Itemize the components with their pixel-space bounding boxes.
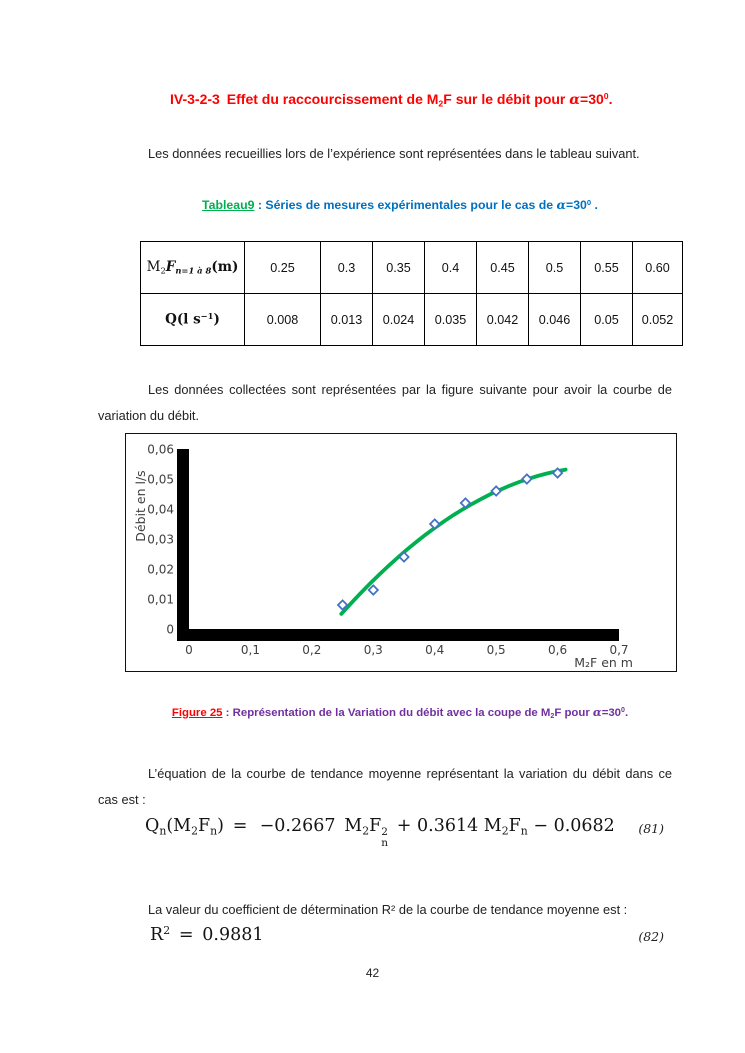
measurements-table <box>140 241 683 346</box>
table-row-m2f <box>141 242 683 294</box>
header-text: (m) <box>211 259 239 276</box>
eq-subscript: 2 <box>191 824 198 838</box>
x-axis-title: M₂F en m <box>574 655 633 670</box>
y-tick-label: 0,03 <box>147 532 174 547</box>
row-header-debit <box>141 294 245 346</box>
figure-caption-superscript: 0 <box>621 707 625 715</box>
y-tick-label: 0,01 <box>147 592 174 607</box>
x-tick-label: 0,2 <box>302 643 322 657</box>
page-number: 42 <box>365 966 380 980</box>
eq-subscript: 2 <box>501 824 509 838</box>
alpha-symbol: α <box>592 705 602 719</box>
table-cell: 0.008 <box>245 294 321 346</box>
alpha-symbol: α <box>556 197 567 212</box>
x-tick-label: 0,4 <box>425 643 445 657</box>
header-text: Q(l s <box>165 311 201 328</box>
figure-caption-text: F pour <box>554 707 593 719</box>
table-cell: 0.052 <box>633 294 683 346</box>
table-caption-text: =30 <box>566 198 587 212</box>
x-tick-label: 0,1 <box>240 643 260 657</box>
figure-chart <box>125 433 677 672</box>
table-caption-text: : Séries de mesures expérimentales pour le cas de <box>254 198 557 212</box>
table-caption-text: . <box>591 198 598 212</box>
eq-subscript: n <box>381 837 389 850</box>
table-cell: 0.013 <box>321 294 373 346</box>
eq-text: + 0.3614 M <box>388 816 502 836</box>
x-tick-label: 0 <box>185 643 193 657</box>
equation-82-body <box>98 925 264 945</box>
paragraph-intro-figure: Les données collectées sont représentées par la figure suivante pour avoir la courbe de variation du débit. <box>98 381 672 424</box>
table-caption <box>110 197 690 212</box>
header-superscript: −1 <box>200 311 214 322</box>
eq-subscript: 2 <box>362 824 370 838</box>
table-caption-label: Tableau9 <box>202 198 255 212</box>
eq-text: ) = −0.2667 M <box>217 816 363 836</box>
y-axis-bar <box>177 449 189 641</box>
equation-81-body <box>98 816 615 850</box>
chart-svg <box>126 434 676 671</box>
equation-82 <box>98 924 680 945</box>
eq-text: F <box>369 816 382 836</box>
y-tick-label: 0,06 <box>147 442 174 457</box>
x-tick-label: 0,7 <box>609 643 629 657</box>
eq-subscript: n <box>210 824 218 838</box>
paragraph-r2-intro: La valeur du coefficient de détermination R² de la courbe de tendance moyenne est : <box>148 901 628 917</box>
equation-number-81: (81) <box>638 821 664 836</box>
table-cell: 0.25 <box>245 242 321 294</box>
eq-text: F <box>198 816 211 836</box>
heading-text: IV-3-2-3 Effet du raccourcissement de M <box>170 90 439 107</box>
x-tick-label: 0,5 <box>486 643 506 657</box>
y-tick-label: 0 <box>166 622 174 637</box>
table-cell: 0.3 <box>321 242 373 294</box>
equation-81 <box>98 816 680 849</box>
y-tick-label: 0,05 <box>147 472 174 487</box>
table-cell: 0.05 <box>581 294 633 346</box>
eq-subscript: n <box>520 824 528 838</box>
x-tick-label: 0,3 <box>363 643 383 657</box>
x-axis-bar <box>177 629 619 641</box>
heading-superscript: 0 <box>603 91 609 101</box>
eq-text: − 0.0682 <box>527 816 615 836</box>
paragraph-intro-table: Les données recueillies lors de l’expérience sont représentées dans le tableau suivant. <box>148 145 640 161</box>
table-cell: 0.5 <box>529 242 581 294</box>
eq-superscript: 2 <box>381 826 388 839</box>
heading-text: . <box>608 90 613 107</box>
eq-text: = 0.9881 <box>170 924 264 945</box>
y-tick-label: 0,02 <box>147 562 174 577</box>
figure-caption-text: . <box>624 707 629 719</box>
header-subscript: n=1 à 8 <box>175 265 212 276</box>
eq-text: (M <box>166 816 192 836</box>
table-cell: 0.60 <box>633 242 683 294</box>
eq-text: R <box>150 924 164 945</box>
data-point-marker <box>369 585 378 594</box>
header-subscript: 2 <box>160 265 166 276</box>
heading-text: F sur le débit pour <box>443 90 570 107</box>
table-cell: 0.046 <box>529 294 581 346</box>
heading-subscript: 2 <box>438 98 444 109</box>
table-row-debit <box>141 294 683 346</box>
x-tick-label: 0,6 <box>548 643 568 657</box>
table-cell: 0.4 <box>425 242 477 294</box>
row-header-m2f <box>141 242 245 294</box>
table-cell: 0.35 <box>373 242 425 294</box>
equation-number-82: (82) <box>638 929 664 944</box>
header-text: ) <box>213 311 220 328</box>
figure-caption <box>110 705 690 720</box>
eq-text: Q <box>145 816 160 836</box>
table-cell: 0.042 <box>477 294 529 346</box>
y-tick-label: 0,04 <box>147 502 174 517</box>
eq-superscript: 2 <box>163 924 171 937</box>
heading-text: =30 <box>580 90 604 107</box>
figure-caption-label: Figure 25 <box>171 707 223 719</box>
table-caption-superscript: 0 <box>586 197 592 207</box>
figure-caption-text: : Représentation de la Variation du débit avec la coupe de M <box>222 707 551 719</box>
table-cell: 0.035 <box>425 294 477 346</box>
section-heading <box>170 86 715 113</box>
header-text: M <box>146 259 161 276</box>
alpha-symbol: α <box>569 91 581 108</box>
table-cell: 0.55 <box>581 242 633 294</box>
header-text: F <box>165 259 176 276</box>
table-cell: 0.45 <box>477 242 529 294</box>
eq-subscript: n <box>159 824 167 838</box>
y-axis-title: Débit en l/s <box>133 470 148 542</box>
figure-caption-subscript: 2 <box>550 713 555 721</box>
table-cell: 0.024 <box>373 294 425 346</box>
figure-caption-text: =30 <box>601 707 622 719</box>
paragraph-equation-intro: L’équation de la courbe de tendance moyenne représentant la variation du débit dans ce cas est : <box>98 765 672 808</box>
eq-text: F <box>508 816 521 836</box>
